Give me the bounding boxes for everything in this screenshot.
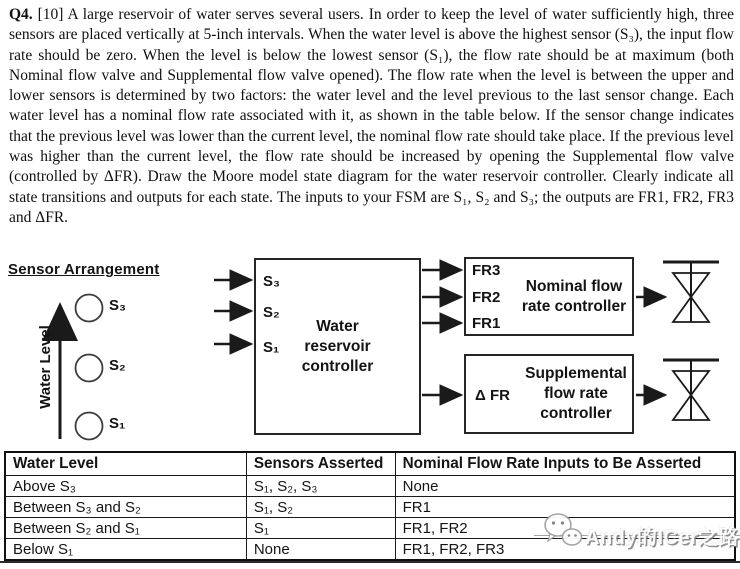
nominal-flow-rate-controller-box xyxy=(464,257,634,336)
cell-flow-inputs: None xyxy=(395,476,735,497)
sensor-s1-circle xyxy=(76,413,103,440)
sensor-s2-label: S₂ xyxy=(109,357,126,374)
water-level-axis-label: Water Level xyxy=(37,325,54,409)
question-body: [10] A large reservoir of water serves several users. In order to keep the level of water sufficiently high, three sensors are placed vertically at 5-inch intervals. When the water level is above the highest sensor (S₃), the input flow rate should be zero. When the level is below the lowest sensor (S₁), the flow rate should be at maximum (both Nominal flow valve and Supplemental flow valve opened). The flow rate when the level is between the upper and lower sensors is determined by two factors: the water level and the level previous to the last sensor change. Each water level has a nominal flow rate associated with it, as shown in the table below. If the sensor change indicates that the previous level was lower than the current level, the nominal flow rate should take place. If the previous level was higher than the current level, the flow rate should be increased by opening the Supplemental flow valve (controlled by ΔFR). Draw the Moore model state diagram for the water reservoir controller. Clearly indicate all state transitions and outputs for each state. The inputs to your FSM are S₁, S₂ and S₃; the outputs are FR1, FR2, FR3 and ΔFR. xyxy=(9,6,734,226)
controller-box-label-text: Water reservoir controller xyxy=(301,317,374,375)
nominal-box-label-text: Nominal flow rate controller xyxy=(521,277,627,315)
question-number: Q4. xyxy=(9,6,33,23)
nominal-box-label xyxy=(518,259,630,334)
nominal-input-fr3: FR3 xyxy=(472,262,501,279)
table-header-row xyxy=(5,452,735,476)
controller-box-label xyxy=(256,260,419,433)
block-diagram xyxy=(0,252,740,452)
sensor-s3-circle xyxy=(76,295,103,322)
watermark xyxy=(533,507,740,555)
question-paragraph xyxy=(9,5,734,228)
cell-sensors: S₁ xyxy=(246,518,395,539)
cell-sensors: S₁, S₂, S₃ xyxy=(246,476,395,497)
col-header-water-level: Water Level xyxy=(5,452,246,476)
valve-icon xyxy=(663,262,719,322)
sensor-s3-label: S₃ xyxy=(109,297,126,314)
controller-input-s2: S₂ xyxy=(263,304,280,321)
controller-input-s1: S₁ xyxy=(263,339,280,356)
table-row xyxy=(5,476,735,497)
cell-flow-inputs: FR1, FR2 xyxy=(395,518,735,539)
cell-sensors: None xyxy=(246,539,395,561)
wechat-icon xyxy=(543,511,583,551)
sensor-s2-circle xyxy=(76,355,103,382)
cell-water-level: Above S₃ xyxy=(5,476,246,497)
cell-water-level: Below S₁ xyxy=(5,539,246,561)
supplemental-box-label xyxy=(522,356,630,432)
supplemental-input-dfr: Δ FR xyxy=(475,387,510,404)
cell-sensors: S₁, S₂ xyxy=(246,497,395,518)
valve-icon xyxy=(663,360,719,420)
watermark-text: Andy的ICer之路 xyxy=(585,527,740,549)
col-header-sensors-asserted: Sensors Asserted xyxy=(246,452,395,476)
sensor-arrangement-title: Sensor Arrangement xyxy=(8,261,160,278)
controller-input-s3: S₃ xyxy=(263,273,280,290)
supplemental-box-label-text: Supplemental flow rate controller xyxy=(525,365,627,422)
cell-water-level: Between S₂ and S₁ xyxy=(5,518,246,539)
sensor-s1-label: S₁ xyxy=(109,415,126,432)
nominal-input-fr1: FR1 xyxy=(472,315,501,332)
col-header-nominal-inputs: Nominal Flow Rate Inputs to Be Asserted xyxy=(395,452,735,476)
supplemental-flow-rate-controller-box xyxy=(464,354,634,434)
water-reservoir-controller-box xyxy=(254,258,421,435)
cell-water-level: Between S₃ and S₂ xyxy=(5,497,246,518)
page-bottom-rule xyxy=(0,561,740,563)
cell-flow-inputs: FR1, FR2, FR3 xyxy=(395,539,735,561)
nominal-input-fr2: FR2 xyxy=(472,289,501,306)
cell-flow-inputs: FR1 xyxy=(395,497,735,518)
